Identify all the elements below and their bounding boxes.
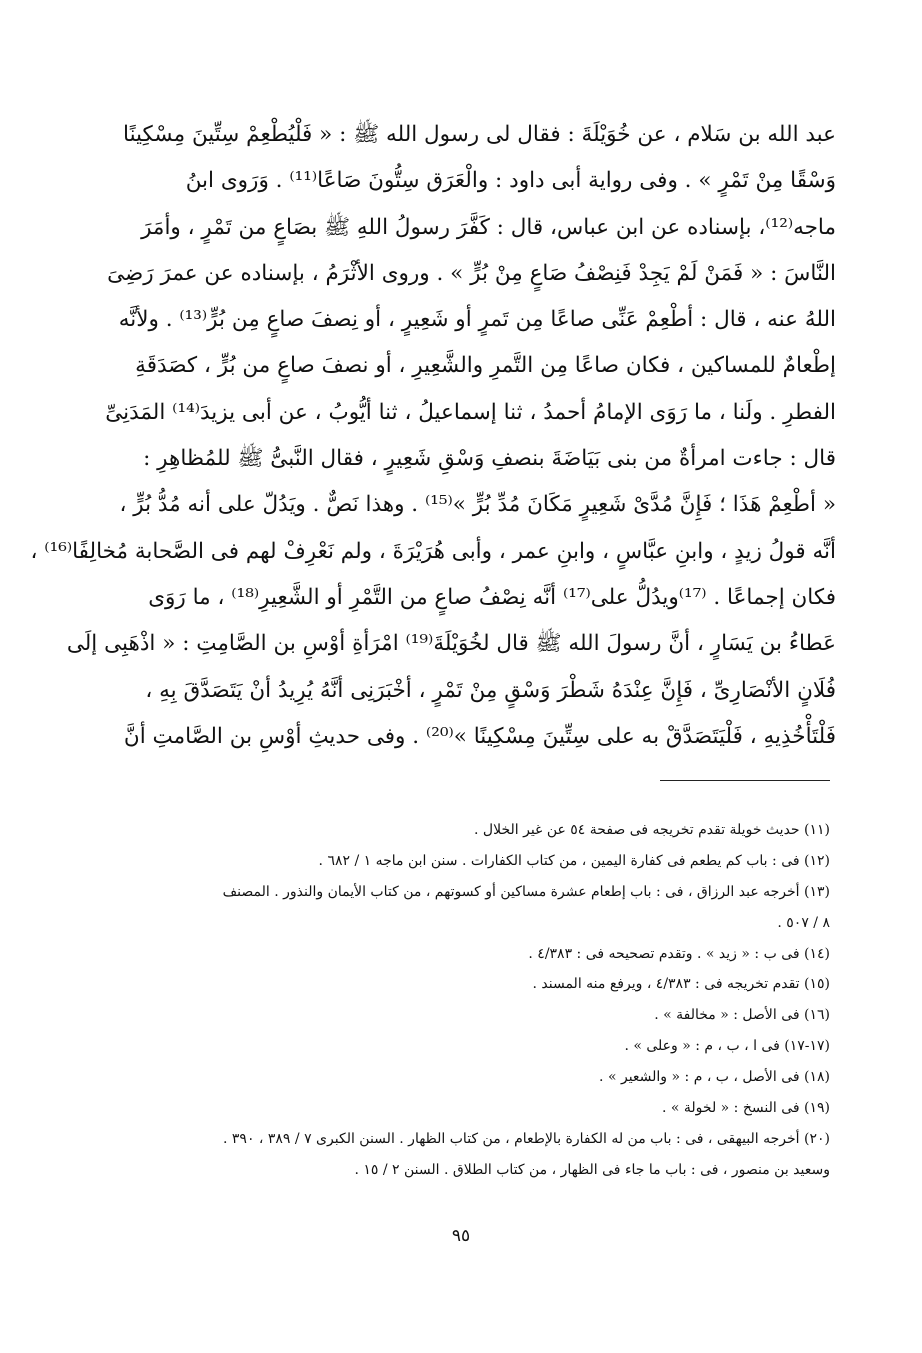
footnote-line: (١٨) فى الأصل ، ب ، م : « والشعير » . bbox=[599, 1069, 830, 1086]
main-text-line: اللهُ عنه ، قال : أطْعِمْ عَنِّى صاعًا مِن تَمرٍ أو شَعِيرٍ ، أو نِصفَ صاعٍ مِن بُرٍّ⁽¹³⁾ . ولأنَّه bbox=[118, 307, 836, 333]
page-number: ٩٥ bbox=[451, 1226, 471, 1246]
footnote-line: (١١) حديث خويلة تقدم تخريجه فى صفحة ٥٤ عن غير الخلال . bbox=[474, 822, 830, 838]
main-text-line: ماجه⁽¹²⁾، بإسناده عن ابن عباس، قال : كَفَّرَ رسولُ اللهِ ﷺ بصَاعٍ من تَمْرٍ ، وأمَرَ bbox=[141, 214, 836, 240]
footnote-line: (١٥) تقدم تخريجه فى : ٤/٣٨٣ ، ويرفع منه المسند . bbox=[532, 976, 830, 993]
footnote-divider bbox=[660, 780, 830, 781]
footnote-line: (١٦) فى الأصل : « مخالفة » . bbox=[654, 1007, 830, 1024]
main-text-line: أنَّه قولُ زيدٍ ، وابنِ عبَّاسٍ ، وابنِ عمر ، وأبى هُرَيْرَةَ ، ولم نَعْرِفْ لهم فى الصَّحابة مُخالِفًا⁽¹⁶⁾ ، bbox=[30, 538, 836, 564]
main-text-body bbox=[30, 112, 836, 760]
footnote-line: (١٤) فى ب : « زيد » . وتقدم تصحيحه فى : ٤/٣٨٣ . bbox=[528, 945, 830, 962]
main-text-line: فَلْتَأْخُذِيهِ ، فَلْيَتَصَدَّقْ به على سِتِّينَ مِسْكِينًا »⁽²⁰⁾ . وفى حديثِ أوْسِ بن الصَّامتِ أنَّ bbox=[123, 723, 836, 749]
footnote-line: (١٢) فى : باب كم يطعم فى كفارة اليمين ، من كتاب الكفارات . سنن ابن ماجه ١ / ٦٨٢ . bbox=[318, 852, 830, 869]
main-text-line: وَسْقًا مِنْ تَمْرٍ » . وفى رواية أبى داود : والْعَرَق سِتُّونَ صَاعًا⁽¹¹⁾ . وَرَوى ابنُ bbox=[185, 168, 836, 194]
main-text-line: إطْعامٌ للمساكين ، فكان صاعًا مِن التَّمرِ والشَّعِيرِ ، أو نصفَ صاعٍ من بُرٍّ ، كصَدَقَةِ bbox=[135, 353, 836, 379]
main-text-line: عبد الله بن سَلام ، عن خُوَيْلَةَ : فقال لى رسول الله ﷺ : « فَلْيُطْعِمْ سِتِّينَ مِسْكِينًا bbox=[123, 122, 836, 147]
footnote-line: (١٩) فى النسخ : « لخولة » . bbox=[661, 1100, 830, 1117]
main-text-line: « أطْعِمْ هَذَا ؛ فَإِنَّ مُدَّىْ شَعِيرٍ مَكَانَ مُدِّ بُرٍّ »⁽¹⁵⁾ . وهذا نَصٌّ . ويَدُلّ على أنه مُدُّ بُرٍّ ، bbox=[119, 492, 836, 518]
main-text-line: قال : جاءت امرأةٌ من بنى بَيَاضَةَ بنصفِ وَسْقِ شَعِيرٍ ، فقال النَّبىُّ ﷺ للمُظاهِرِ : bbox=[143, 446, 836, 472]
main-text-line: النَّاسَ : « فَمَنْ لَمْ يَجِدْ فَنِصْفُ صَاعٍ مِنْ بُرٍّ » . وروى الأثْرَمُ ، بإسناده عن عمرَ رَضِىَ bbox=[107, 260, 836, 286]
footnote-line: ٨ / ٥٠٧ . bbox=[777, 914, 830, 931]
footnote-line: وسعيد بن منصور ، فى : باب ما جاء فى الظهار ، من كتاب الطلاق . السنن ٢ / ١٥ . bbox=[354, 1161, 830, 1178]
main-text-line: فُلَانٍ الأنْصَارِىِّ ، فَإِنَّ عِنْدَهُ شَطْرَ وَسْقٍ مِنْ تَمْرٍ ، أخْبَرَنِى أنَّهُ يُرِيدُ أنْ يَتَصَدَّقَ بِهِ ، bbox=[145, 677, 836, 703]
footnote-line: (١٧-١٧) فى ا ، ب ، م : « وعلى » . bbox=[624, 1038, 830, 1055]
footnote-line: (٢٠) أخرجه البيهقى ، فى : باب من له الكفارة بالإطعام ، من كتاب الظهار . السنن الكبرى ٧ / ٣٨٩ ، ٣٩٠ . bbox=[223, 1130, 830, 1147]
footnote-line: (١٣) أخرجه عبد الرزاق ، فى : باب إطعام عشرة مساكين أو كسوتهم ، من كتاب الأيمان والنذور . المصنف bbox=[222, 883, 830, 900]
main-text-line: عَطاءُ بن يَسَارٍ ، أنَّ رسولَ الله ﷺ قال لخُوَيْلَةَ⁽¹⁹⁾ امْرَأةِ أوْسِ بن الصَّامِتِ : « اذْهَبِى إلَى bbox=[66, 631, 836, 657]
main-text-line: الفطرِ . ولَنا ، ما رَوَى الإمامُ أحمدُ ، ثنا إسماعيلُ ، ثنا أيُّوبُ ، عن أبى يزيدَ⁽¹⁴⁾ المَدَنِىِّ bbox=[105, 399, 836, 425]
footnotes-section bbox=[130, 815, 830, 1186]
main-text-line: فكان إجماعًا . ⁽¹⁷⁾ويدُلُّ على⁽¹⁷⁾ أنَّه نِصْفُ صاعٍ من التَّمْرِ أو الشَّعِيرِ⁽¹⁸⁾ ، ما رَوَى bbox=[148, 584, 836, 610]
